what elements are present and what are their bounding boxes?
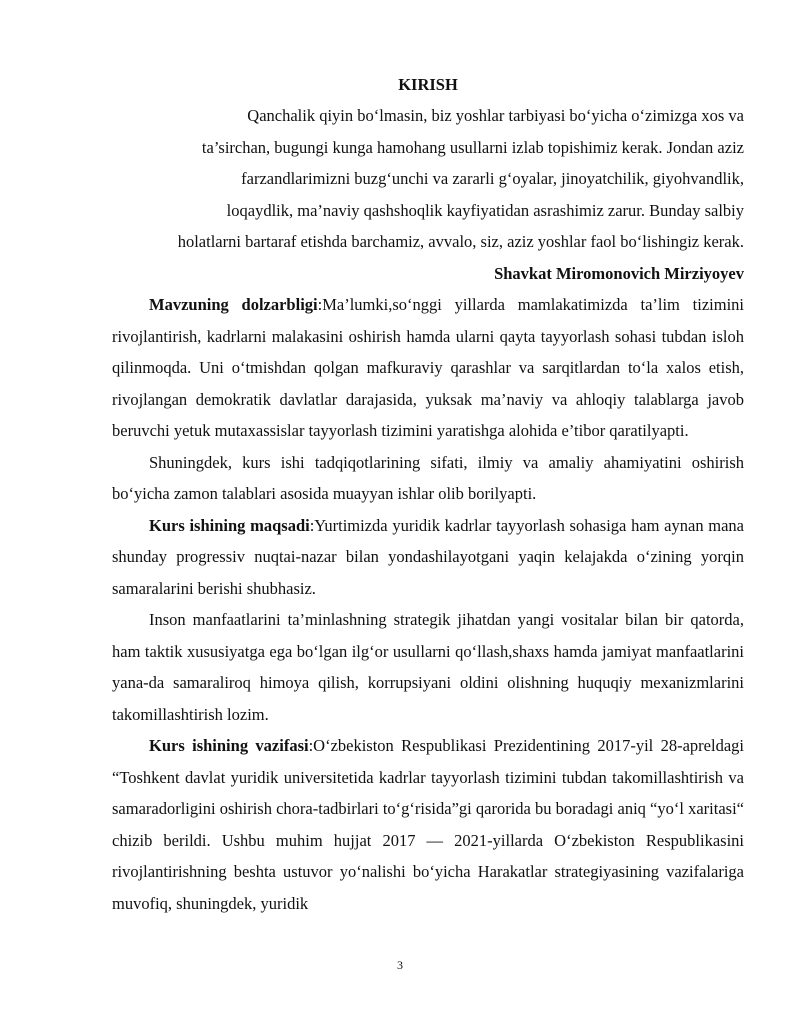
epigraph-line: ta’sirchan, bugungi kunga hamohang usullarni izlab topishimiz kerak. Jondan aziz [201, 137, 744, 157]
paragraph-text: Shuningdek, kurs ishi tadqiqotlarining sifati, ilmiy va amaliy ahamiyatini oshirish bo‘yicha zamon talablari asosida muayyan ishlar olib borilyapti. [112, 452, 744, 503]
epigraph-line: farzandlarimizni buzg‘unchi va zararli g‘oyalar, jinoyatchilik, giyohvandlik, [241, 169, 744, 188]
paragraph-tasks [112, 730, 744, 919]
paragraph-text: :O‘zbekiston Respublikasi Prezidentining 2017-yil 28-apreldagi “Toshkent davlat yuridik universitetida kadrlar tayyorlash tizimini tubdan takomillashtirish va samaradorligini oshirish chora-tadbirlari to‘g‘risida”gi qarorida bu boradagi aniq “yo‘l xaritasi“ chizib berildi. Ushbu muhim hujjat 2017 — 2021-yillarda O‘zbekiston Respublikasini rivojlantirishning beshta ustuvor yo‘nalishi bo‘yicha Harakatlar strategiyasining vazifalariga muvofiq, shuningdek, yuridik [112, 736, 744, 913]
epigraph-line: holatlarni bartaraf etishda barchamiz, avvalo, siz, aziz yoshlar faol bo‘lishingiz kerak. [177, 232, 744, 251]
epigraph-line: Qanchalik qiyin bo‘lmasin, biz yoshlar tarbiyasi bo‘yicha o‘zimizga xos va [247, 106, 744, 125]
document-page [112, 60, 744, 919]
paragraph-research [112, 447, 744, 510]
paragraph-lead: Kurs ishining vazifasi [149, 736, 309, 755]
epigraph-line: loqaydlik, ma’naviy qashshoqlik kayfiyatidan asrashimiz zarur. Bunday salbiy [226, 200, 744, 220]
paragraph-goal [112, 510, 744, 605]
paragraph-text: :Yurtimizda yuridik kadrlar tayyorlash sohasiga ham aynan mana shunday progressiv nuqtai-nazar bilan yondashilayotgani yaqin kelajakda o‘zining yorqin samaralarini berishi shubhasiz. [112, 515, 745, 598]
epigraph-author: Shavkat Miromonovich Mirziyoyev [494, 263, 744, 283]
paragraph-text: :Ma’lumki,so‘nggi yillarda mamlakatimizda ta’lim tizimini rivojlantirish, kadrlarni malakasini oshirish hamda ularni qayta tayyorlash sohasi tubdan isloh qilinmoqda. Uni o‘tmishdan qolgan mafkuraviy qarashlar va sarqitlardan to‘la xalos etish, rivojlangan demokratik davlatlar darajasida, yuksak ma’naviy va ahloqiy talablarga javob beruvchi yetuk mutaxassislar tayyorlash tizimini yaratishga alohida e’tibor qaratilyapti. [112, 295, 744, 440]
section-heading: KIRISH [398, 75, 458, 94]
epigraph [112, 100, 744, 258]
page-number: 3 [397, 958, 403, 972]
paragraph-lead: Kurs ishining maqsadi [149, 515, 310, 535]
paragraph-lead: Mavzuning dolzarbligi [149, 295, 318, 314]
paragraph-text: Inson manfaatlarini ta’minlashning strategik jihatdan yangi vositalar bilan bir qatorda, ham taktik xususiyatga ega bo‘lgan ilg‘or usullarni qo‘llash,shaxs hamda jamiyat manfaatlarini yana-da samaraliroq himoya qilish, korrupsiyani oldini olishning huquqiy mexanizmlarini takomillashtirish lozim. [112, 610, 744, 724]
paragraph-interests [112, 604, 744, 730]
paragraph-relevance [112, 289, 744, 447]
